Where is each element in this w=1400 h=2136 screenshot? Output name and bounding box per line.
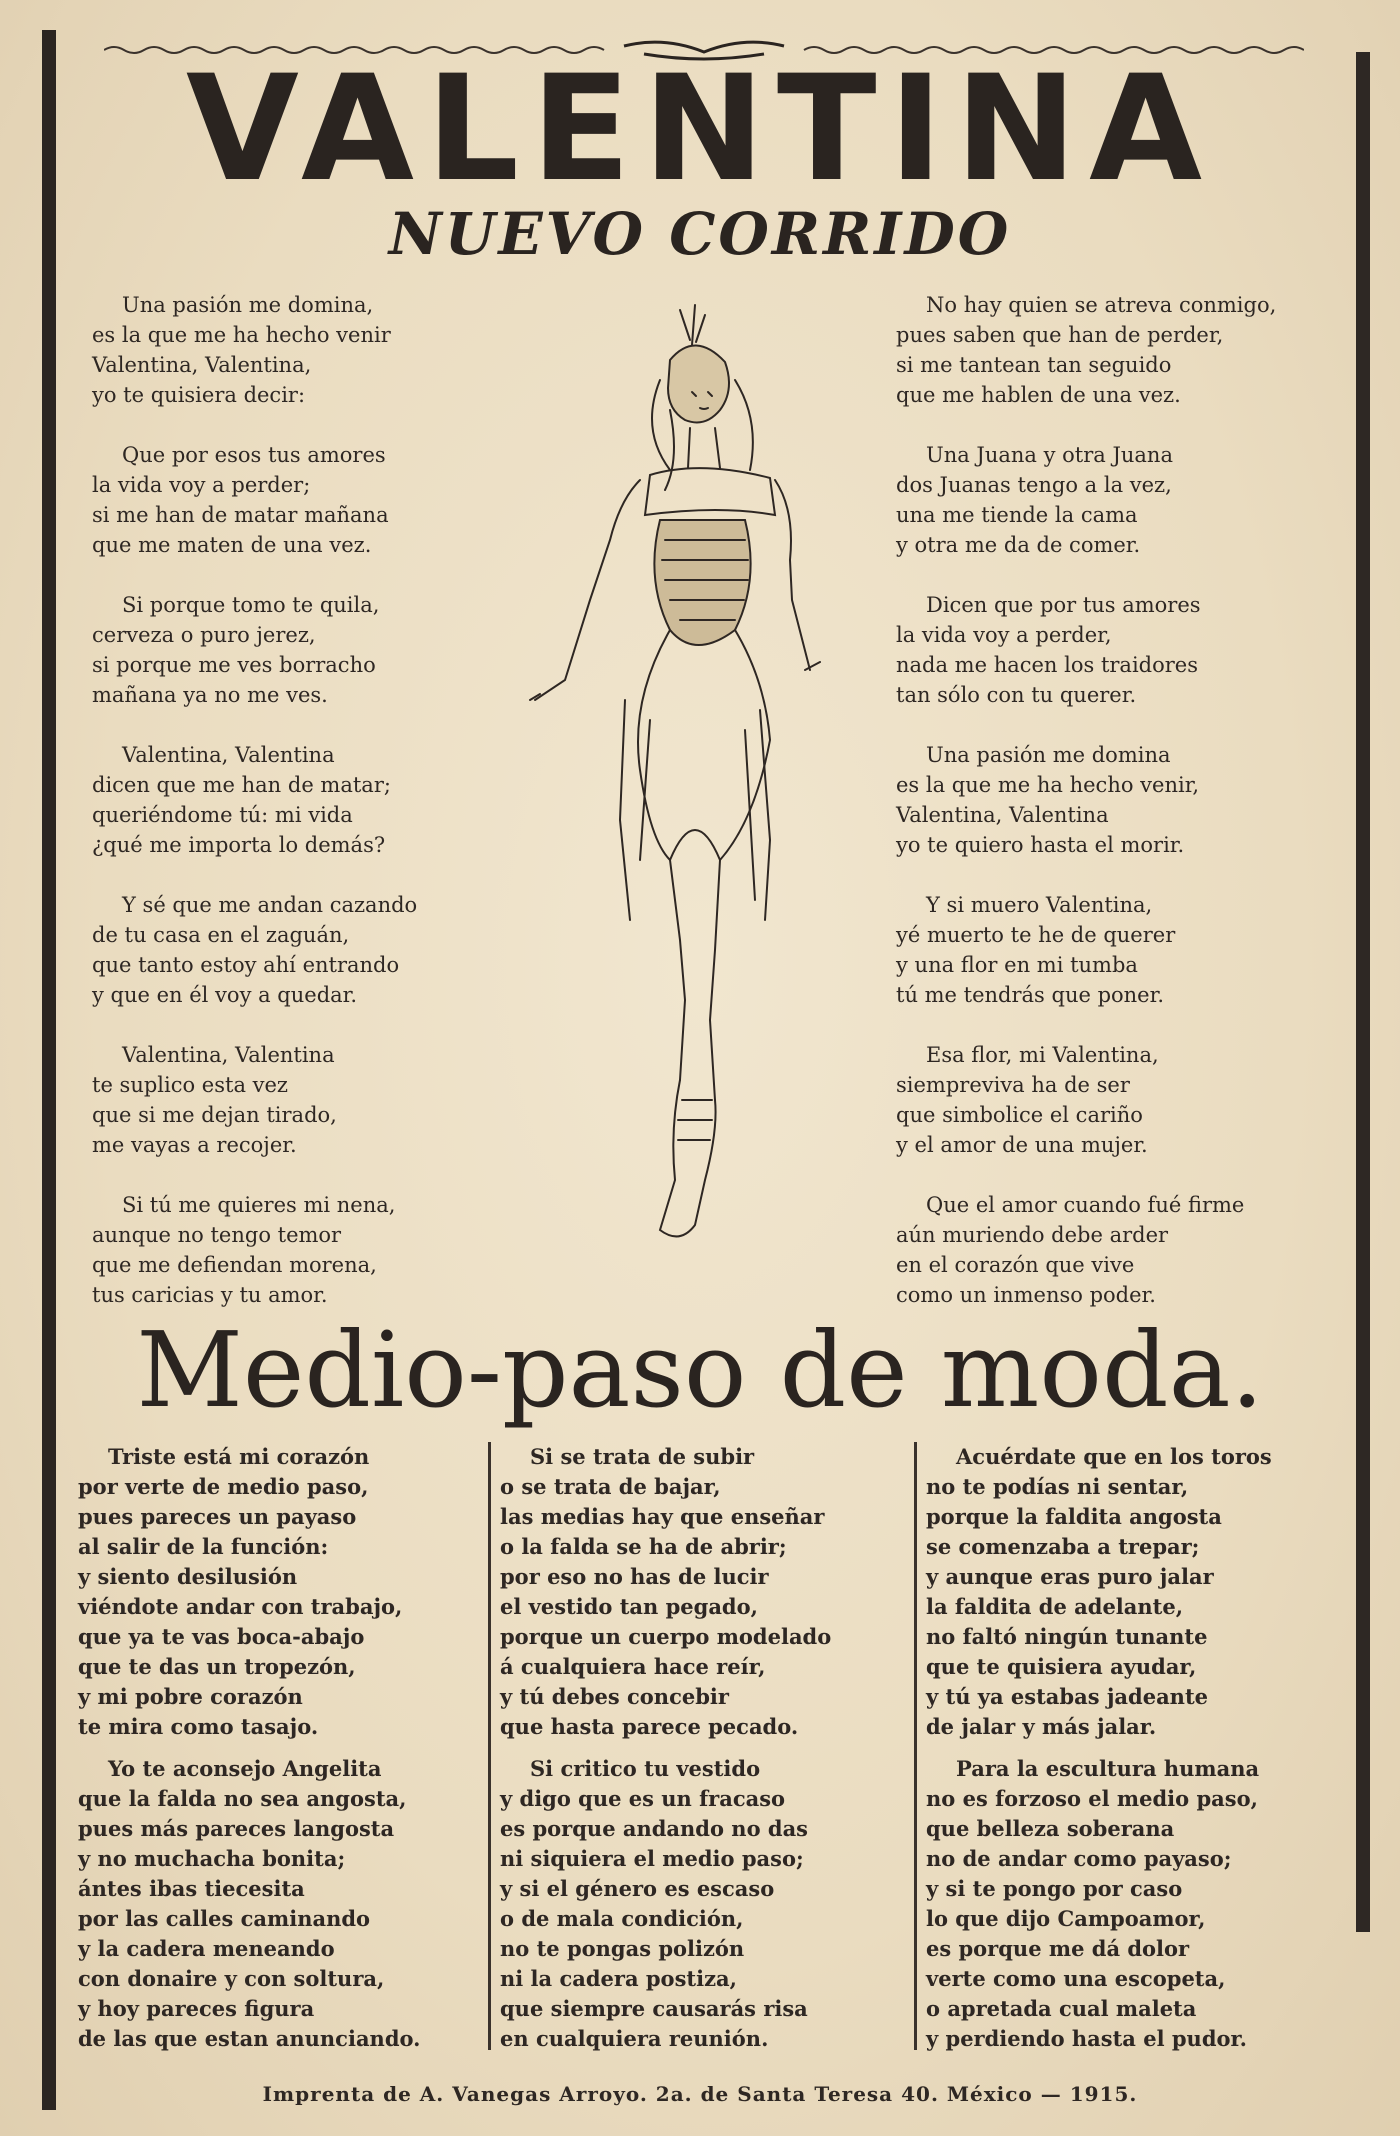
- verse-line: Triste está mi corazón: [108, 1444, 370, 1469]
- column-divider: [914, 1442, 917, 2050]
- verse-line: la vida voy a perder,: [896, 623, 1112, 647]
- stanza: [896, 890, 1316, 1010]
- verse-line: cerveza o puro jerez,: [92, 623, 316, 647]
- verse-line: Una pasión me domina,: [122, 293, 374, 317]
- stanza: [78, 1754, 468, 2054]
- stanza: [926, 1754, 1326, 2054]
- verse-line: y aunque eras puro jalar: [926, 1564, 1214, 1589]
- stanza: [92, 740, 492, 860]
- verse-line: Una Juana y otra Juana: [926, 443, 1173, 467]
- main-title: VALENTINA: [185, 44, 1215, 214]
- verse-line: de jalar y más jalar.: [926, 1714, 1157, 1739]
- verse-line: Valentina, Valentina,: [92, 353, 312, 377]
- verse-line: es la que me ha hecho venir: [92, 323, 391, 347]
- verse-line: Valentina, Valentina: [122, 743, 335, 767]
- verse-line: y tú ya estabas jadeante: [926, 1684, 1209, 1709]
- verse-line: y si te pongo por caso: [926, 1876, 1183, 1901]
- verse-line: ántes ibas tiecesita: [78, 1876, 305, 1901]
- verse-line: que la falda no sea angosta,: [78, 1786, 407, 1811]
- verse-line: y la cadera meneando: [78, 1936, 335, 1961]
- verse-line: porque la faldita angosta: [926, 1504, 1222, 1529]
- right-verse-column: [896, 290, 1316, 1340]
- verse-line: pues saben que han de perder,: [896, 323, 1224, 347]
- verse-line: por verte de medio paso,: [78, 1474, 369, 1499]
- verse-line: tan sólo con tu querer.: [896, 683, 1137, 707]
- stanza: [92, 890, 492, 1010]
- stanza: [896, 1190, 1316, 1310]
- verse-line: es porque me dá dolor: [926, 1936, 1190, 1961]
- verse-line: tus caricias y tu amor.: [92, 1283, 328, 1307]
- verse-line: una me tiende la cama: [896, 503, 1138, 527]
- verse-line: No hay quien se atreva conmigo,: [926, 293, 1277, 317]
- verse-line: con donaire y con soltura,: [78, 1966, 385, 1991]
- verse-line: Que el amor cuando fué firme: [926, 1193, 1245, 1217]
- verse-line: Valentina, Valentina: [122, 1043, 335, 1067]
- verse-line: y si el género es escaso: [500, 1876, 775, 1901]
- verse-line: y el amor de una mujer.: [896, 1133, 1148, 1157]
- verse-line: no te pongas polizón: [500, 1936, 745, 1961]
- verse-line: Esa flor, mi Valentina,: [926, 1043, 1159, 1067]
- stanza: [500, 1442, 880, 1742]
- verse-line: Dicen que por tus amores: [926, 593, 1201, 617]
- verse-line: no faltó ningún tunante: [926, 1624, 1208, 1649]
- verse-line: y no muchacha bonita;: [78, 1846, 346, 1871]
- stanza: [92, 290, 492, 410]
- verse-line: como un inmenso poder.: [896, 1283, 1156, 1307]
- verse-line: Si porque tomo te quila,: [122, 593, 380, 617]
- verse-line: ni la cadera postiza,: [500, 1966, 737, 1991]
- verse-line: Y si muero Valentina,: [926, 893, 1153, 917]
- verse-line: por eso no has de lucir: [500, 1564, 769, 1589]
- verse-line: Si critico tu vestido: [530, 1756, 761, 1781]
- verse-line: Que por esos tus amores: [122, 443, 386, 467]
- verse-line: que ya te vas boca-abajo: [78, 1624, 365, 1649]
- verse-line: al salir de la función:: [78, 1534, 329, 1559]
- verse-line: yo te quiero hasta el morir.: [896, 833, 1185, 857]
- verse-line: que me defiendan morena,: [92, 1253, 377, 1277]
- verse-line: no te podías ni sentar,: [926, 1474, 1189, 1499]
- verse-line: o de mala condición,: [500, 1906, 744, 1931]
- verse-line: o se trata de bajar,: [500, 1474, 721, 1499]
- verse-line: y siento desilusión: [78, 1564, 298, 1589]
- verse-line: que me maten de una vez.: [92, 533, 372, 557]
- verse-line: Y sé que me andan cazando: [122, 893, 418, 917]
- verse-line: queriéndome tú: mi vida: [92, 803, 353, 827]
- verse-line: si porque me ves borracho: [92, 653, 376, 677]
- verse-line: si me tantean tan seguido: [896, 353, 1172, 377]
- verse-line: se comenzaba a trepar;: [926, 1534, 1200, 1559]
- section-heading: Medio-paso de moda.: [136, 1309, 1264, 1431]
- verse-line: pues pareces un payaso: [78, 1504, 357, 1529]
- verse-line: que me hablen de una vez.: [896, 383, 1181, 407]
- verse-line: mañana ya no me ves.: [92, 683, 328, 707]
- verse-line: que belleza soberana: [926, 1816, 1175, 1841]
- medio-paso-column-2: [500, 1442, 880, 2066]
- verse-line: y perdiendo hasta el pudor.: [926, 2026, 1247, 2051]
- verse-line: aunque no tengo temor: [92, 1223, 342, 1247]
- verse-line: tú me tendrás que poner.: [896, 983, 1165, 1007]
- subtitle: NUEVO CORRIDO: [388, 200, 1012, 268]
- verse-line: en cualquiera reunión.: [500, 2026, 769, 2051]
- verse-line: á cualquiera hace reír,: [500, 1654, 766, 1679]
- verse-line: y que en él voy a quedar.: [92, 983, 358, 1007]
- verse-line: dicen que me han de matar;: [92, 773, 391, 797]
- verse-line: las medias hay que enseñar: [500, 1504, 825, 1529]
- verse-line: Si tú me quieres mi nena,: [122, 1193, 396, 1217]
- verse-line: y hoy pareces figura: [78, 1996, 315, 2021]
- printer-imprint: Imprenta de A. Vanegas Arroyo. 2a. de Santa Teresa 40. México — 1915.: [262, 2082, 1138, 2106]
- verse-line: aún muriendo debe arder: [896, 1223, 1169, 1247]
- verse-line: que simbolice el cariño: [896, 1103, 1143, 1127]
- verse-line: Para la escultura humana: [956, 1756, 1260, 1781]
- verse-line: ¿qué me importa lo demás?: [92, 833, 386, 857]
- verse-line: por las calles caminando: [78, 1906, 371, 1931]
- stanza: [92, 590, 492, 710]
- verse-line: verte como una escopeta,: [926, 1966, 1226, 1991]
- verse-line: te suplico esta vez: [92, 1073, 288, 1097]
- stanza: [500, 1754, 880, 2054]
- verse-line: que siempre causarás risa: [500, 1996, 808, 2021]
- verse-line: que hasta parece pecado.: [500, 1714, 799, 1739]
- stanza: [896, 740, 1316, 860]
- verse-line: que te quisiera ayudar,: [926, 1654, 1197, 1679]
- verse-line: Una pasión me domina: [926, 743, 1171, 767]
- verse-line: Si se trata de subir: [530, 1444, 755, 1469]
- left-border-rule: [42, 30, 56, 2110]
- stanza: [78, 1442, 468, 1742]
- verse-line: viéndote andar con trabajo,: [78, 1594, 403, 1619]
- verse-line: te mira como tasajo.: [78, 1714, 319, 1739]
- verse-line: yé muerto te he de querer: [896, 923, 1176, 947]
- verse-line: dos Juanas tengo a la vez,: [896, 473, 1172, 497]
- verse-line: que si me dejan tirado,: [92, 1103, 337, 1127]
- verse-line: la vida voy a perder;: [92, 473, 311, 497]
- verse-line: que tanto estoy ahí entrando: [92, 953, 400, 977]
- left-verse-column: [92, 290, 492, 1340]
- verse-line: siempreviva ha de ser: [896, 1073, 1130, 1097]
- right-border-rule: [1356, 52, 1370, 1932]
- verse-line: pues más pareces langosta: [78, 1816, 395, 1841]
- verse-line: que te das un tropezón,: [78, 1654, 356, 1679]
- stanza: [896, 590, 1316, 710]
- stanza: [926, 1442, 1326, 1742]
- stanza: [896, 440, 1316, 560]
- verse-line: Yo te aconsejo Angelita: [108, 1756, 382, 1781]
- verse-line: no es forzoso el medio paso,: [926, 1786, 1258, 1811]
- verse-line: y otra me da de comer.: [896, 533, 1141, 557]
- verse-line: y mi pobre corazón: [78, 1684, 303, 1709]
- medio-paso-column-3: [926, 1442, 1326, 2066]
- verse-line: o apretada cual maleta: [926, 1996, 1197, 2021]
- verse-line: o la falda se ha de abrir;: [500, 1534, 787, 1559]
- stanza: [92, 440, 492, 560]
- verse-line: es la que me ha hecho venir,: [896, 773, 1200, 797]
- verse-line: de tu casa en el zaguán,: [92, 923, 350, 947]
- verse-line: la faldita de adelante,: [926, 1594, 1184, 1619]
- verse-line: nada me hacen los traidores: [896, 653, 1198, 677]
- woman-illustration: [520, 300, 880, 1290]
- verse-line: y una flor en mi tumba: [896, 953, 1138, 977]
- verse-line: ni siquiera el medio paso;: [500, 1846, 804, 1871]
- stanza: [896, 1040, 1316, 1160]
- verse-line: porque un cuerpo modelado: [500, 1624, 832, 1649]
- verse-line: si me han de matar mañana: [92, 503, 389, 527]
- stanza: [92, 1040, 492, 1160]
- verse-line: de las que estan anunciando.: [78, 2026, 421, 2051]
- verse-line: en el corazón que vive: [896, 1253, 1135, 1277]
- verse-line: el vestido tan pegado,: [500, 1594, 758, 1619]
- stanza: [896, 290, 1316, 410]
- medio-paso-column-1: [78, 1442, 468, 2066]
- column-divider: [488, 1442, 491, 2050]
- verse-line: no de andar como payaso;: [926, 1846, 1232, 1871]
- verse-line: yo te quisiera decir:: [92, 383, 306, 407]
- verse-line: y tú debes concebir: [500, 1684, 729, 1709]
- verse-line: es porque andando no das: [500, 1816, 809, 1841]
- verse-line: Valentina, Valentina: [896, 803, 1109, 827]
- verse-line: Acuérdate que en los toros: [956, 1444, 1272, 1469]
- verse-line: lo que dijo Campoamor,: [926, 1906, 1206, 1931]
- verse-line: me vayas a recojer.: [92, 1133, 297, 1157]
- stanza: [92, 1190, 492, 1310]
- verse-line: y digo que es un fracaso: [500, 1786, 786, 1811]
